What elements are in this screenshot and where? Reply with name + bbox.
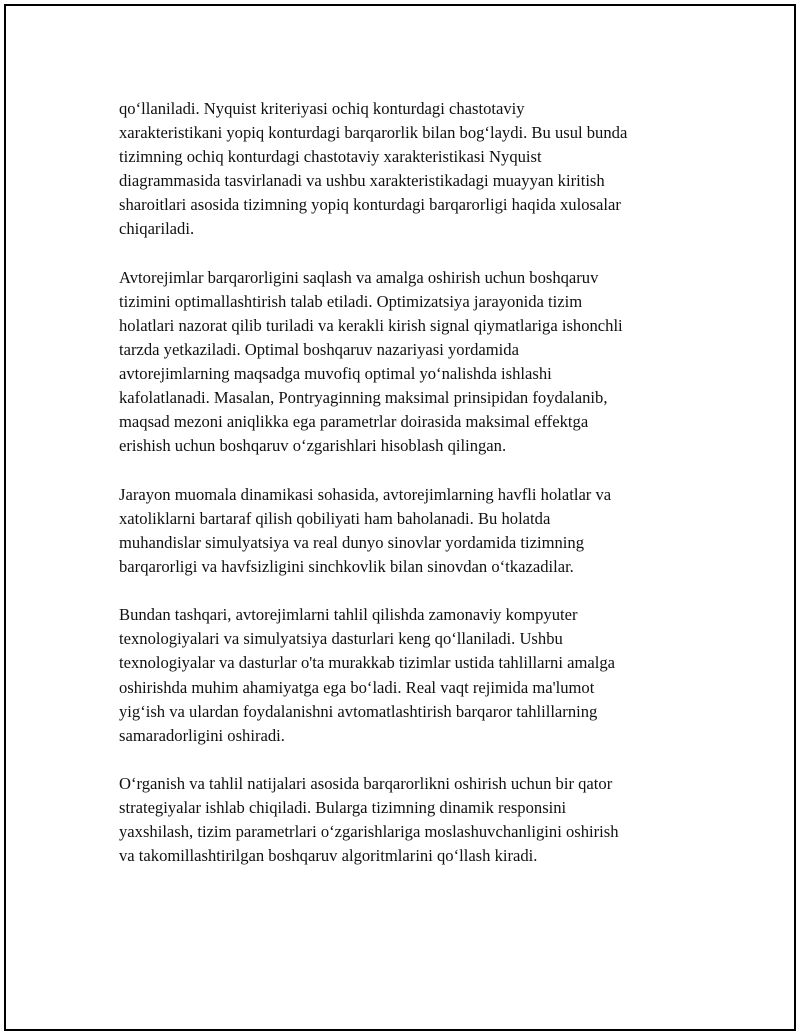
text-line: texnologiyalar va dasturlar o'ta murakkab tizimlar ustida tahlillarni amalga — [119, 653, 616, 673]
text-line: xarakteristikani yopiq konturdagi barqarorlik bilan bog‘laydi. Bu usul bunda — [119, 123, 628, 143]
text-line: tizimning ochiq konturdagi chastotaviy xarakteristikasi Nyquist — [119, 147, 542, 167]
text-line: sharoitlari asosida tizimning yopiq konturdagi barqarorligi haqida xulosalar — [119, 195, 621, 215]
text-line: strategiyalar ishlab chiqiladi. Bularga tizimning dinamik responsini — [119, 798, 567, 818]
document-body — [119, 97, 689, 893]
text-line: yig‘ish va ulardan foydalanishni avtomatlashtirish barqaror tahlillarning — [119, 701, 598, 721]
text-line: holatlari nazorat qilib turiladi va kerakli kirish signal qiymatlariga ishonchli — [119, 315, 623, 335]
text-line: avtorejimlarning maqsadga muvofiq optimal yo‘nalishda ishlashi — [119, 364, 552, 384]
text-line: texnologiyalari va simulyatsiya dasturlari keng qo‘llaniladi. Ushbu — [119, 629, 563, 649]
text-line: diagrammasida tasvirlanadi va ushbu xarakteristikadagi muayyan kiritish — [119, 171, 605, 191]
text-line: O‘rganish va tahlil natijalari asosida barqarorlikni oshirish uchun bir qator — [119, 774, 613, 793]
paragraph — [119, 603, 689, 748]
text-line: samaradorligini oshiradi. — [119, 725, 285, 745]
paragraph — [119, 483, 689, 579]
text-line: chiqariladi. — [119, 219, 195, 239]
text-line: maqsad mezoni aniqlikka ega parametrlar doirasida maksimal effektga — [119, 412, 589, 432]
paragraph — [119, 97, 689, 242]
paragraph — [119, 266, 689, 459]
text-line: tizimini optimallashtirish talab etiladi. Optimizatsiya jarayonida tizim — [119, 291, 583, 311]
text-line: kafolatlanadi. Masalan, Pontryaginning maksimal prinsipidan foydalanib, — [119, 388, 608, 408]
text-line: tarzda yetkaziladi. Optimal boshqaruv nazariyasi yordamida — [119, 340, 519, 360]
text-line: Avtorejimlar barqarorligini saqlash va amalga oshirish uchun boshqaruv — [119, 267, 599, 287]
text-line: oshirishda muhim ahamiyatga ega bo‘ladi. Real vaqt rejimida ma'lumot — [119, 677, 595, 697]
text-line: xatoliklarni bartaraf qilish qobiliyati ham baholanadi. Bu holatda — [119, 508, 551, 528]
text-line: erishish uchun boshqaruv o‘zgarishlari hisoblash qilingan. — [119, 436, 507, 456]
text-line: yaxshilash, tizim parametrlari o‘zgarishlariga moslashuvchanligini oshirish — [119, 822, 619, 842]
text-line: muhandislar simulyatsiya va real dunyo sinovlar yordamida tizimning — [119, 532, 584, 552]
text-line: barqarorligi va havfsizligini sinchkovlik bilan sinovdan o‘tkazadilar. — [119, 556, 574, 576]
paragraph — [119, 772, 689, 868]
document-page — [4, 4, 796, 1031]
text-line: va takomillashtirilgan boshqaruv algoritmlarini qo‘llash kiradi. — [119, 846, 538, 866]
text-line: qo‘llaniladi. Nyquist kriteriyasi ochiq konturdagi chastotaviy — [119, 99, 525, 118]
text-line: Jarayon muomala dinamikasi sohasida, avtorejimlarning havfli holatlar va — [119, 484, 612, 504]
text-line: Bundan tashqari, avtorejimlarni tahlil qilishda zamonaviy kompyuter — [119, 605, 578, 625]
